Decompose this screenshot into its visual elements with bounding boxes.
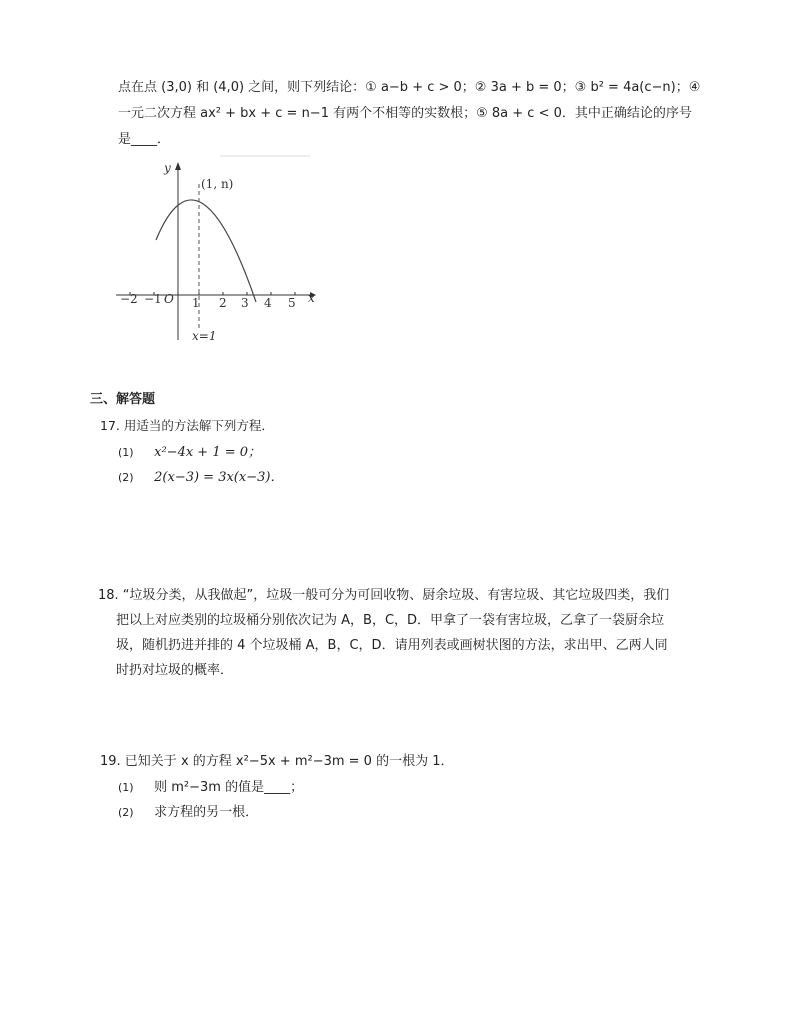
tick-label-neg1: −1 — [144, 292, 162, 306]
q19-part-2-text: 求方程的另一根． — [154, 805, 259, 820]
q16-line-1: 点在点 (3,0) 和 (4,0) 之间，则下列结论：① a−b + c > 0；② 3a + b = 0；③ b² = 4a(c−n)；④ — [118, 80, 701, 95]
q19-part-2 — [118, 801, 258, 820]
q19-part-1 — [118, 776, 303, 795]
q16-line-3: 是____． — [118, 132, 171, 147]
tick-label-1: 1 — [192, 296, 200, 310]
q17-part-1 — [118, 441, 261, 460]
vertex-label: (1, n) — [201, 177, 234, 191]
q18-line-1: 18. “垃圾分类，从我做起”，垃圾一般可分为可回收物、厨余垃圾、有害垃圾、其它垃圾四类，我们 — [98, 588, 670, 603]
section-title: 三、解答题 — [90, 392, 156, 407]
q19-part-1-text: 则 m²−3m 的值是____； — [154, 780, 304, 795]
parabola-curve — [156, 200, 256, 302]
q17-part-2 — [118, 466, 283, 485]
tick-label-5: 5 — [288, 296, 296, 310]
tick-label-4: 4 — [264, 296, 272, 310]
q18-line-4: 时扔对垃圾的概率． — [116, 663, 234, 678]
symmetry-label: x=1 — [192, 329, 217, 343]
origin-label: O — [164, 292, 174, 306]
y-axis-label: y — [164, 161, 171, 175]
q19-part-2-num: (2) — [118, 806, 134, 819]
tick-label-3: 3 — [241, 296, 249, 310]
q18-line-3: 圾，随机扔进并排的 4 个垃圾桶 A，B，C，D．请用列表或画树状图的方法，求出甲、乙两人同 — [116, 638, 668, 653]
y-axis-arrow — [175, 162, 181, 170]
q19-stem: 19. 已知关于 x 的方程 x²−5x + m²−3m = 0 的一根为 1． — [100, 754, 454, 769]
q17-part-1-num: (1) — [118, 446, 134, 459]
q17-part-1-text: x²−4x + 1 = 0； — [154, 445, 262, 460]
q19-part-1-num: (1) — [118, 781, 134, 794]
q16-line-2: 一元二次方程 ax² + bx + c = n−1 有两个不相等的实数根；⑤ 8a + c < 0．其中正确结论的序号 — [118, 106, 692, 121]
parabola-graph — [112, 150, 322, 350]
q17-part-2-num: (2) — [118, 471, 134, 484]
tick-label-neg2: −2 — [120, 292, 138, 306]
q17-stem: 17. 用适当的方法解下列方程． — [100, 418, 274, 433]
q18-line-2: 把以上对应类别的垃圾桶分别依次记为 A，B，C，D．甲拿了一袋有害垃圾，乙拿了一袋厨余垃 — [116, 613, 665, 628]
q17-part-2-text: 2(x−3) = 3x(x−3)． — [154, 470, 284, 485]
tick-label-2: 2 — [219, 296, 227, 310]
x-axis-label: x — [308, 291, 315, 305]
